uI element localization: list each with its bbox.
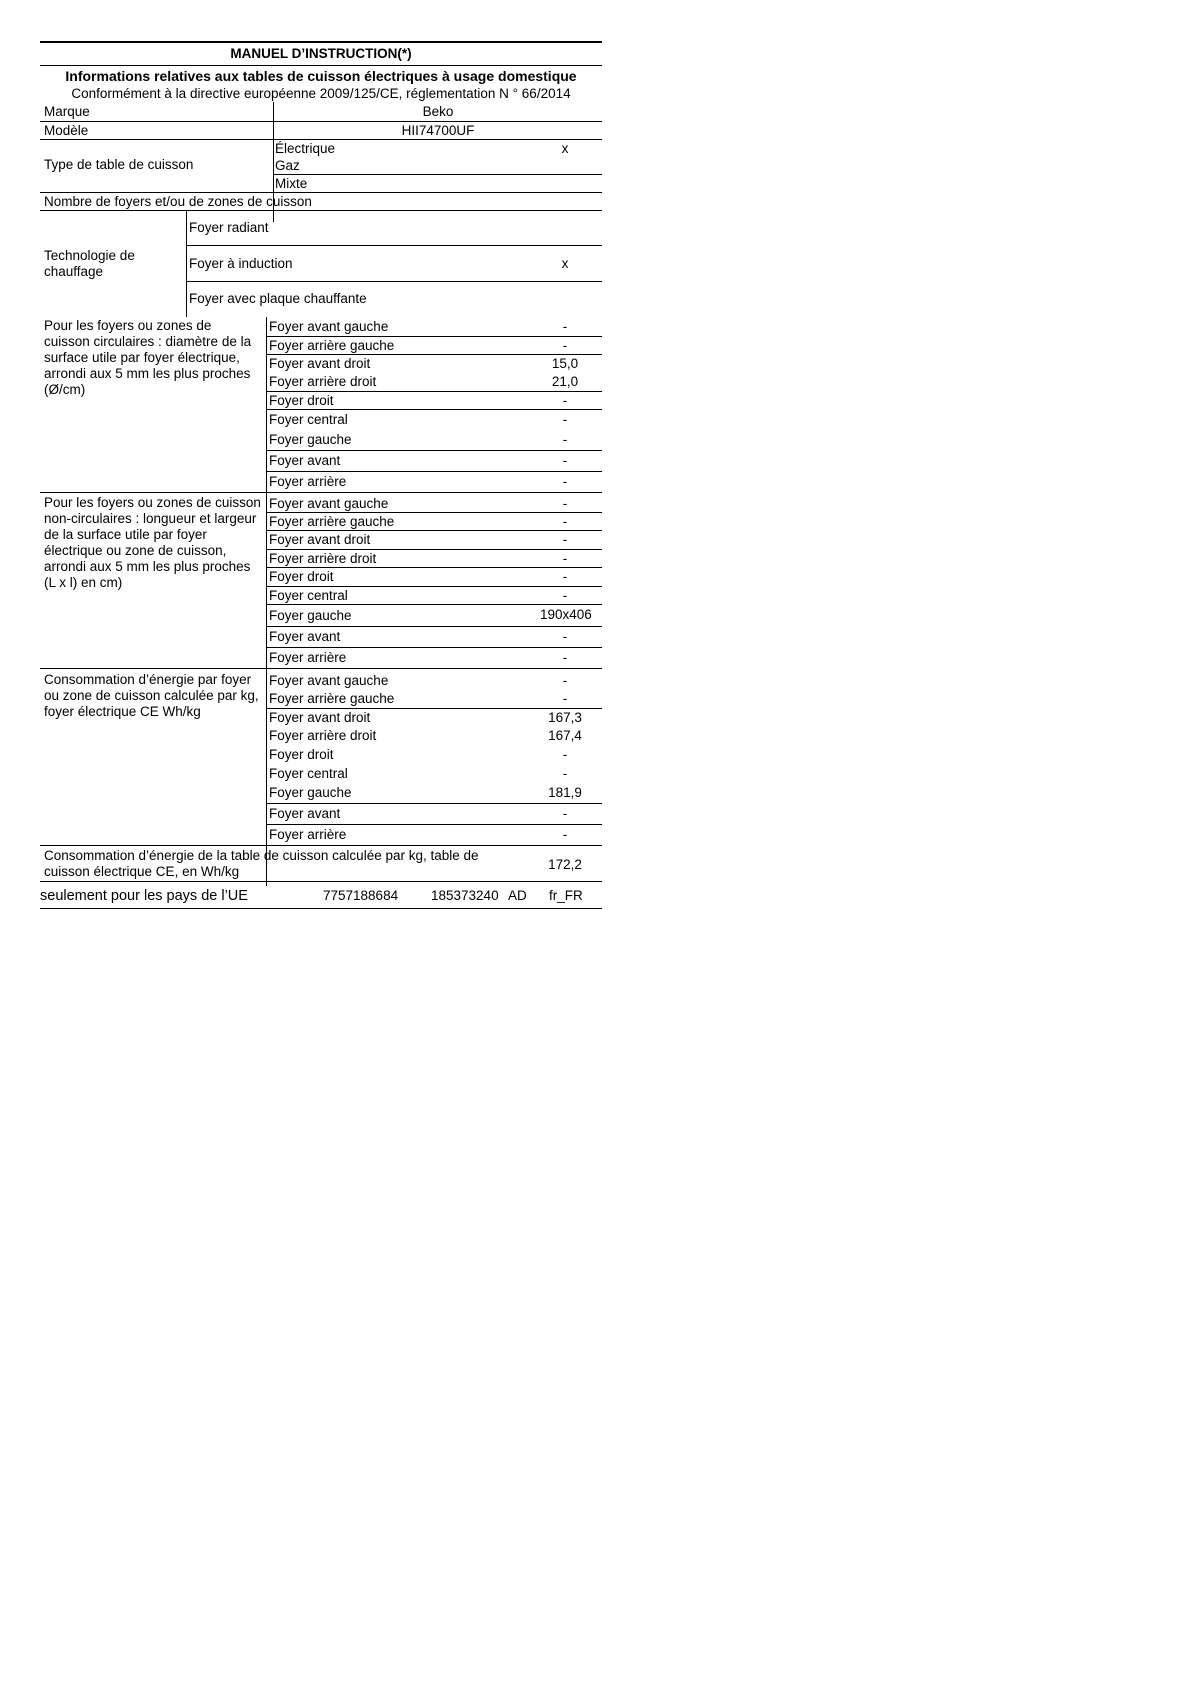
zone-row-value: - [562,747,568,762]
zone-row-label: Foyer droit [269,393,334,408]
zone-row-label: Foyer arrière gauche [269,514,395,529]
zone-row-label: Foyer arrière [269,650,347,665]
rule [266,567,602,568]
zone-row-label: Foyer gauche [269,432,352,447]
rule [40,492,602,493]
zone-row-value: - [562,514,568,529]
sheet-title: MANUEL D’INSTRUCTION(*) [230,46,412,61]
zone-row-value: 21,0 [551,374,579,389]
tech-option-label: Foyer avec plaque chauffante [189,291,367,306]
zone-row-value: - [562,474,568,489]
zones-label: Nombre de foyers et/ou de zones de cuisson [44,194,312,209]
rule [266,586,602,587]
non-circular-zones-label: Pour les foyers ou zones de cuisson non-circulaires : longueur et largeur de la surface utile par foyer électrique ou zone de cuisson, arrondi aux 5 mm les plus proches (L x l) en cm) [44,495,261,590]
type-option-label: Gaz [275,158,300,173]
zone-row-label: Foyer gauche [269,785,352,800]
zone-row-value: 181,9 [548,785,582,800]
rule [266,549,602,550]
zone-row-value: - [562,453,568,468]
rule [266,409,602,410]
zone-row-label: Foyer avant gauche [269,673,389,688]
zone-row-value: - [562,432,568,447]
top-rule [40,41,602,43]
zone-row-value: - [562,827,568,842]
zone-row-label: Foyer arrière droit [269,551,377,566]
rule [266,708,602,709]
rule [266,336,602,337]
zone-row-value: - [562,588,568,603]
zone-row-value: 15,0 [551,356,579,371]
zone-row-label: Foyer droit [269,747,334,762]
type-option-label: Mixte [275,176,308,191]
tech-label: Technologie de chauffage [44,248,135,279]
zone-row-label: Foyer arrière gauche [269,338,395,353]
zone-row-label: Foyer avant droit [269,356,371,371]
type-option-value: x [561,141,569,156]
zone-row-label: Foyer arrière [269,827,347,842]
rule [40,139,602,140]
zone-row-label: Foyer avant [269,629,341,644]
zone-row-value: - [562,338,568,353]
zone-row-label: Foyer central [269,588,348,603]
zone-row-value: - [562,650,568,665]
rule [40,65,602,66]
zone-row-label: Foyer arrière gauche [269,691,395,706]
tech-option-value: x [561,256,569,271]
zone-row-value: - [562,319,568,334]
rule [266,626,602,627]
rule [266,803,602,804]
zone-row-value: 167,4 [548,728,582,743]
rule [266,391,602,392]
zone-row-value: - [562,393,568,408]
zone-row-label: Foyer central [269,412,348,427]
rule [266,604,602,605]
rule [40,908,602,909]
zone-row-value: - [562,766,568,781]
rule [273,174,602,175]
model-label: Modèle [44,123,89,138]
col-divider [186,211,187,317]
brand-label: Marque [44,104,90,119]
rule [40,121,602,122]
zone-row-label: Foyer avant [269,453,341,468]
zone-row-label: Foyer central [269,766,348,781]
rule [266,530,602,531]
tech-option-label: Foyer radiant [189,220,269,235]
doc-code: AD [508,888,527,903]
rule [266,471,602,472]
circular-zones-label: Pour les foyers ou zones de cuisson circulaires : diamètre de la surface utile par foyer électrique, arrondi aux 5 mm les plus proches (Ø/cm) [44,318,252,397]
zone-row-label: Foyer gauche [269,608,352,623]
zone-row-value: 167,3 [548,710,582,725]
zone-row-value: - [562,496,568,511]
rule [186,245,602,246]
rule [266,354,602,355]
total-energy-label: Consommation d’énergie de la table de cuisson calculée par kg, table de cuisson électrique CE, en Wh/kg [44,848,479,879]
zone-row-value: 190x406 [540,607,592,622]
tech-option-label: Foyer à induction [189,256,293,271]
type-label: Type de table de cuisson [44,157,194,172]
eu-note: seulement pour les pays de l’UE [40,888,248,904]
energy-per-zone-label: Consommation d’énergie par foyer ou zone de cuisson calculée par kg, foyer électrique CE Wh/kg [44,672,259,719]
zone-row-value: - [562,673,568,688]
rule [266,824,602,825]
zone-row-label: Foyer arrière [269,474,347,489]
zone-row-label: Foyer avant gauche [269,319,389,334]
zone-row-value: - [562,532,568,547]
type-option-label: Électrique [275,141,336,156]
doc-code: 7757188684 [323,888,399,903]
zone-row-label: Foyer avant droit [269,532,371,547]
brand-value: Beko [422,104,454,119]
rule [40,845,602,846]
rule [40,192,602,193]
total-energy-value: 172,2 [548,857,582,872]
directive-text: Conformément à la directive européenne 2009/125/CE, réglementation N ° 66/2014 [71,86,571,101]
zone-row-label: Foyer avant gauche [269,496,389,511]
sheet-subtitle: Informations relatives aux tables de cuisson électriques à usage domestique [65,68,577,84]
model-value: HII74700UF [401,123,475,138]
zone-row-label: Foyer droit [269,569,334,584]
zone-row-value: - [562,691,568,706]
zone-row-value: - [562,569,568,584]
zone-row-value: - [562,629,568,644]
zone-row-label: Foyer arrière droit [269,374,377,389]
rule [266,647,602,648]
rule [40,210,602,211]
rule [40,668,602,669]
zone-row-label: Foyer avant droit [269,710,371,725]
zone-row-value: - [562,806,568,821]
zone-row-value: - [562,412,568,427]
col-divider [266,317,267,886]
zone-row-value: - [562,551,568,566]
zone-row-label: Foyer arrière droit [269,728,377,743]
rule [186,281,602,282]
locale-code: fr_FR [549,888,583,903]
doc-code: 185373240 [431,888,499,903]
rule [266,512,602,513]
zone-row-label: Foyer avant [269,806,341,821]
rule [40,881,602,882]
rule [266,450,602,451]
